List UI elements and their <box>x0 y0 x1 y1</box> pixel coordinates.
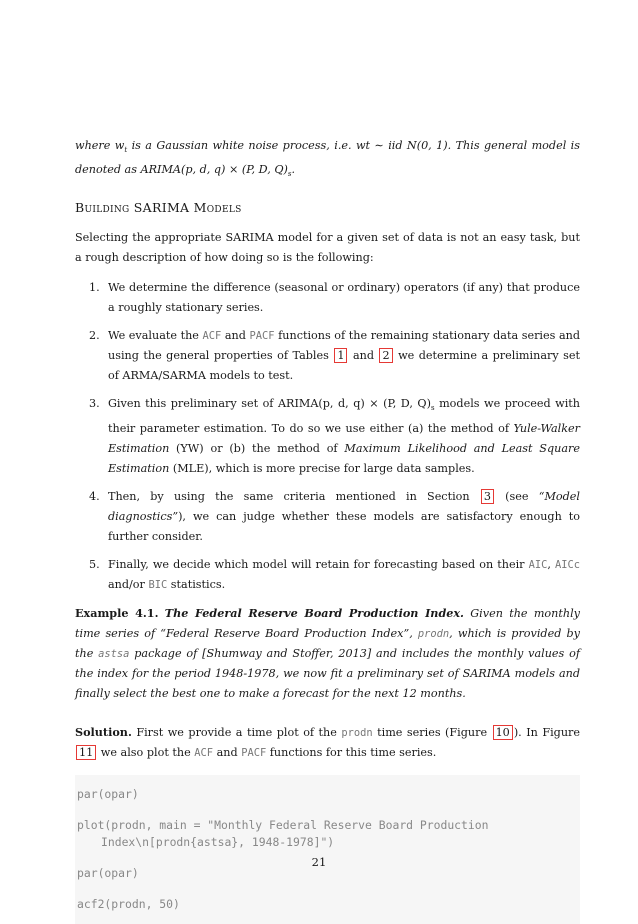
list-text: We determine the difference (seasonal or ordinary) operators (if any) that produce a roughly stationary series. <box>108 281 580 315</box>
text-span: statistics. <box>167 577 226 591</box>
solution-paragraph <box>75 722 580 763</box>
emphasis: Yule-Walker Estimation <box>108 421 580 455</box>
list-item <box>75 394 580 478</box>
table-ref-link[interactable]: 2 <box>379 348 392 363</box>
intro-paragraph: Selecting the appropriate SARIMA model for a given set of data is not an easy task, but a rough description of how doing so is the following: <box>75 231 580 265</box>
code-line <box>75 810 580 858</box>
text-span: , which is provided by the <box>75 626 580 660</box>
page-number: 21 <box>311 855 327 869</box>
list-number: 1. <box>89 281 100 295</box>
section-ref-link[interactable]: 3 <box>481 489 494 504</box>
subscript: t <box>124 146 128 155</box>
text-span: (see <box>494 489 539 503</box>
list-item <box>75 326 580 386</box>
code-term: AICc <box>554 558 580 571</box>
subscript: s <box>287 170 292 179</box>
code-term: PACF <box>241 746 267 759</box>
text-span: and <box>213 745 242 759</box>
text-span: functions of the remaining stationary data series and using the general properties of Tables <box>108 329 580 363</box>
text-span: . <box>291 163 296 177</box>
list-item <box>75 487 580 547</box>
solution-label: Solution. <box>75 724 132 739</box>
code-term: ACF <box>194 746 214 759</box>
top-paragraph <box>75 136 580 184</box>
code-term: PACF <box>249 330 275 343</box>
code-text: Index\n[prodn{astsa}, 1948-1978]") <box>101 834 335 849</box>
example-label: Example 4.1. <box>75 605 159 620</box>
code-term: prodn <box>417 627 450 640</box>
text-span: models we proceed with their parameter estimation. To do so we use either (a) the method of <box>108 397 580 435</box>
text-span: (YW) or (b) the method of <box>169 441 345 455</box>
text-span: and <box>221 329 250 343</box>
code-term: prodn <box>341 726 373 739</box>
emphasis: “Model diagnostics” <box>108 489 580 523</box>
example-paragraph <box>75 603 580 704</box>
section-heading: Building SARIMA Models <box>75 200 242 216</box>
text-span: we also plot the <box>97 745 195 759</box>
text-span: and/or <box>108 577 149 591</box>
list-number: 4. <box>89 489 100 503</box>
code-text: plot(prodn, main = "Monthly Federal Reserve Board Production <box>77 817 489 832</box>
text-span: Given the monthly time series of “Federal Reserve Board Production Index”, <box>75 606 580 640</box>
code-term: BIC <box>148 578 168 591</box>
list-item <box>75 278 580 318</box>
code-block <box>75 775 580 924</box>
figure-ref-link[interactable]: 11 <box>76 745 96 760</box>
text-span: we determine a preliminary set of ARMA/SARMA models to test. <box>108 349 580 383</box>
text-span: package of [Shumway and Stoffer, 2013] and includes the monthly values of the index for the period 1948-1978, we now fit a preliminary set of SARIMA models and finally select the best one to make a forecast for the next 12 months. <box>75 646 580 700</box>
text-span: Given this preliminary set of ARIMA(p, d, q) × (P, D, Q) <box>108 397 431 411</box>
subscript: s <box>430 404 435 413</box>
table-ref-link[interactable]: 1 <box>334 348 347 363</box>
text-span: time series (Figure <box>372 725 492 739</box>
code-line: acf2(prodn, 50) <box>77 896 180 911</box>
emphasis: Maximum Likelihood and Least Square Estimation <box>108 441 580 475</box>
steps-list <box>75 278 580 594</box>
list-number: 3. <box>89 397 100 411</box>
list-number: 2. <box>89 329 100 343</box>
text-span: , <box>547 557 555 571</box>
code-line: par(opar) <box>77 786 139 801</box>
code-term: AIC <box>528 558 548 571</box>
page-body <box>75 136 580 924</box>
code-term: astsa <box>98 647 130 660</box>
list-number: 5. <box>89 557 100 571</box>
text-span: We evaluate the <box>108 329 203 343</box>
example-title: The Federal Reserve Board Production Index. <box>164 605 464 620</box>
text-span: ), we can judge whether these models are satisfactory enough to further consider. <box>108 509 580 543</box>
text-span: (MLE), which is more precise for large data samples. <box>169 461 475 475</box>
text-span: Finally, we decide which model will retain for forecasting based on their <box>108 557 529 571</box>
code-line: par(opar) <box>77 865 139 880</box>
text-span: ). In Figure <box>513 725 580 739</box>
text-span: where w <box>75 139 125 152</box>
code-term: ACF <box>202 330 222 343</box>
text-span: and <box>348 349 379 363</box>
text-span: Then, by using the same criteria mentioned in Section <box>108 489 480 503</box>
text-span: First we provide a time plot of the <box>131 725 342 739</box>
list-item <box>75 555 580 595</box>
figure-ref-link[interactable]: 10 <box>493 725 513 740</box>
text-span: is a Gaussian white noise process, i.e. wt ∼ iid N(0, 1). This general model is denoted as ARIMA(p, d, q) × (P, D, Q) <box>75 139 580 177</box>
text-span: functions for this time series. <box>266 745 437 759</box>
